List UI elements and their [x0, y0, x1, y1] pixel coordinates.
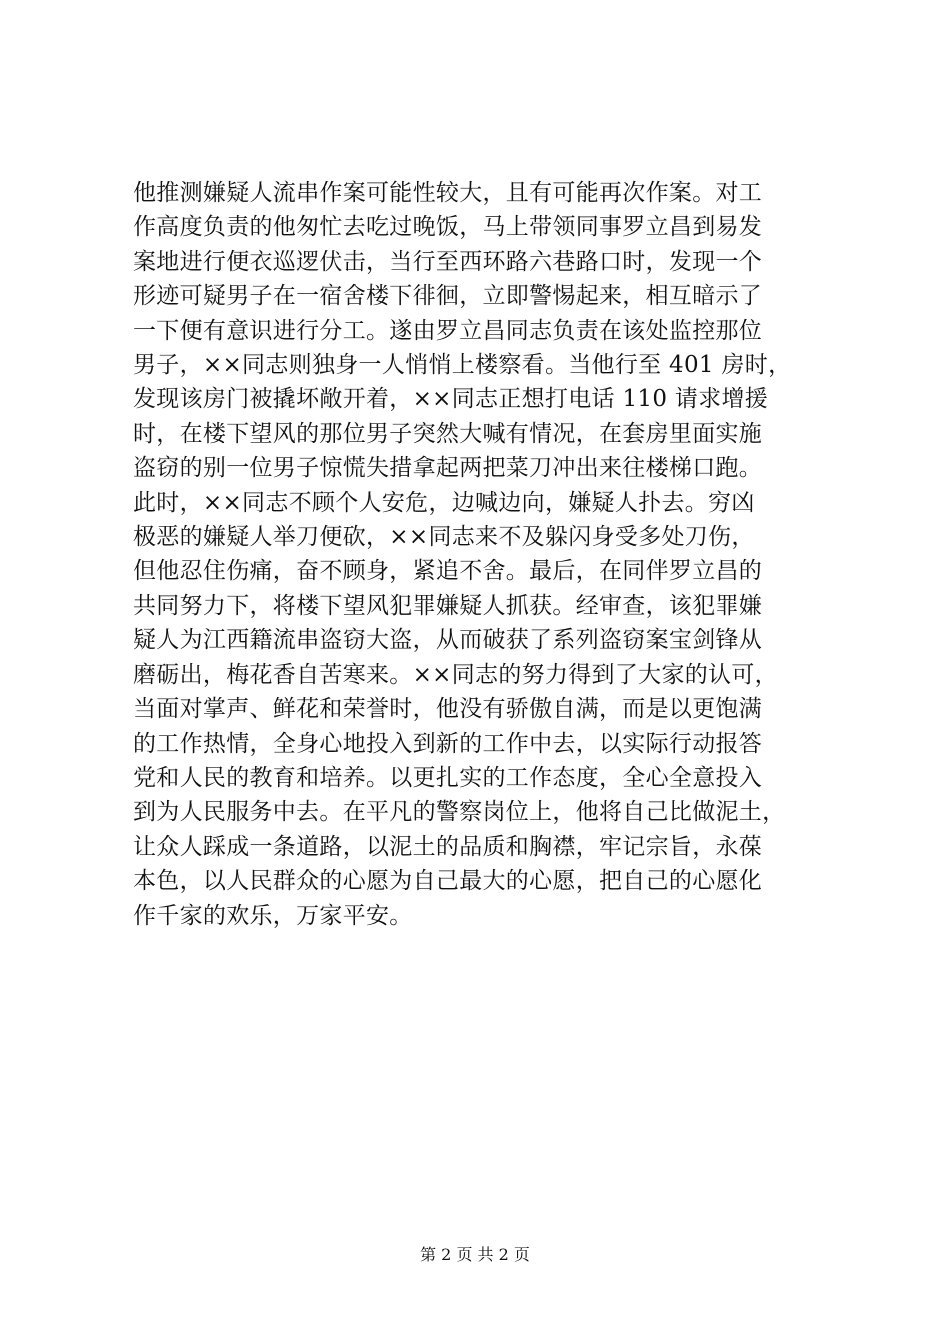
text-line: 他推测嫌疑人流串作案可能性较大，且有可能再次作案。对工	[133, 180, 763, 206]
text-line: 作千家的欢乐，万家平安。	[133, 902, 413, 929]
text-line: 极恶的嫌疑人举刀便砍，××同志来不及躲闪身受多处刀伤，	[133, 524, 755, 551]
body-paragraph	[133, 176, 847, 933]
text-line: 发现该房门被撬坏敞开着，××同志正想打电话 110 请求增援	[133, 386, 769, 413]
text-line: 的工作热情，全身心地投入到新的工作中去，以实际行动报答	[133, 730, 763, 757]
text-line: 党和人民的教育和培养。以更扎实的工作态度，全心全意投入	[133, 764, 763, 791]
text-line: 盗窃的别一位男子惊慌失措拿起两把菜刀冲出来往楼梯口跑。	[133, 455, 763, 482]
page-footer: 第 2 页 共 2 页	[420, 1245, 530, 1264]
text-line: 本色，以人民群众的心愿为自己最大的心愿，把自己的心愿化	[133, 868, 763, 895]
text-line: 形迹可疑男子在一宿舍楼下徘徊，立即警惕起来，相互暗示了	[133, 283, 763, 310]
text-line: 共同努力下，将楼下望风犯罪嫌疑人抓获。经审查，该犯罪嫌	[133, 592, 763, 619]
text-line: 作高度负责的他匆忙去吃过晚饭，马上带领同事罗立昌到易发	[133, 214, 763, 241]
text-line: 案地进行便衣巡逻伏击，当行至西环路六巷路口时，发现一个	[133, 248, 763, 275]
text-line: 时，在楼下望风的那位男子突然大喊有情况，在套房里面实施	[133, 420, 763, 447]
text-line: 到为人民服务中去。在平凡的警察岗位上，他将自己比做泥土，	[133, 799, 786, 826]
text-line: 男子，××同志则独身一人悄悄上楼察看。当他行至 401 房时，	[133, 352, 792, 379]
text-line: 当面对掌声、鲜花和荣誉时，他没有骄傲自满，而是以更饱满	[133, 696, 763, 723]
text-line: 让众人踩成一条道路，以泥土的品质和胸襟，牢记宗旨，永葆	[133, 833, 763, 860]
text-line: 此时，××同志不顾个人安危，边喊边向，嫌疑人扑去。穷凶	[133, 489, 755, 516]
text-line: 但他忍住伤痛，奋不顾身，紧追不舍。最后，在同伴罗立昌的	[133, 558, 763, 585]
text-line: 磨砺出，梅花香自苦寒来。××同志的努力得到了大家的认可，	[133, 661, 778, 688]
text-line: 一下便有意识进行分工。遂由罗立昌同志负责在该处监控那位	[133, 317, 763, 344]
text-line: 疑人为江西籍流串盗窃大盗，从而破获了系列盗窃案宝剑锋从	[133, 627, 763, 654]
